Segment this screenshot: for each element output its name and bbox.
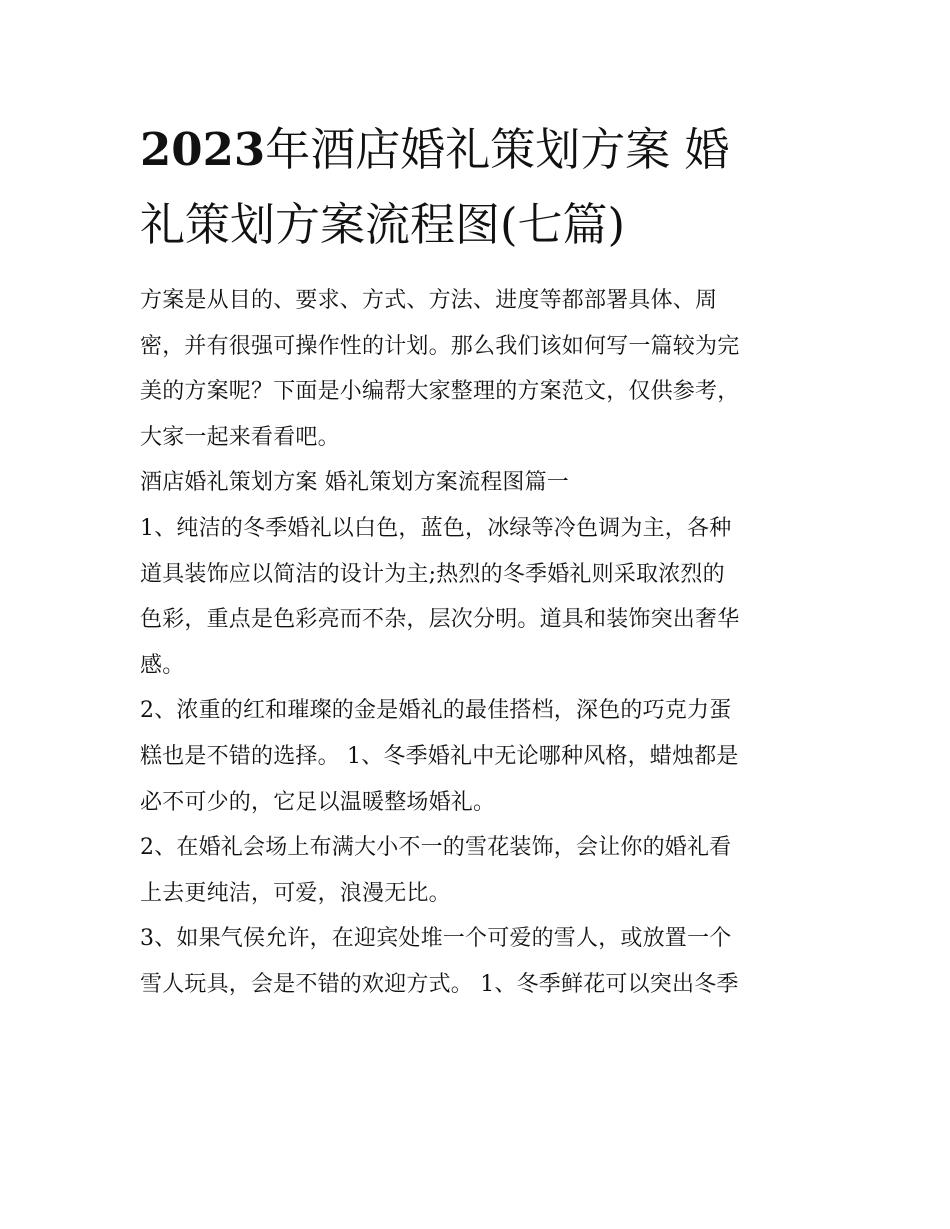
body-line: 3、如果气侯允许，在迎宾处堆一个可爱的雪人，或放置一个: [140, 926, 732, 952]
title-line-1-text: 年酒店婚礼策划方案 婚: [265, 123, 730, 176]
body-line: 2、浓重的红和璀璨的金是婚礼的最佳搭档，深色的巧克力蛋: [140, 698, 732, 724]
body-line: 必不可少的，它足以温暖整场婚礼。: [140, 789, 496, 815]
body-line: 雪人玩具，会是不错的欢迎方式。 1、冬季鲜花可以突出冬季: [140, 971, 739, 997]
body-line: 色彩，重点是色彩亮而不杂，层次分明。道具和装饰突出奢华: [140, 607, 740, 633]
document-body: [140, 278, 820, 1008]
title-line-2: 礼策划方案流程图(七篇): [140, 198, 626, 251]
body-line: 糕也是不错的选择。 1、冬季婚礼中无论哪种风格，蜡烛都是: [140, 743, 739, 769]
body-line: 大家一起来看看吧。: [140, 424, 340, 450]
body-line: 方案是从目的、要求、方式、方法、进度等都部署具体、周: [140, 288, 718, 313]
title-year: 2023: [140, 123, 266, 176]
body-line: 上去更纯洁，可爱，浪漫无比。: [140, 880, 451, 906]
document-title: [140, 112, 820, 262]
title-line-1: [140, 112, 820, 187]
body-line: 美的方案呢？下面是小编帮大家整理的方案范文，仅供参考，: [140, 379, 740, 405]
section-heading: 酒店婚礼策划方案 婚礼策划方案流程图篇一: [140, 470, 569, 496]
body-line: 2、在婚礼会场上布满大小不一的雪花装饰，会让你的婚礼看: [140, 835, 732, 861]
body-line: 道具装饰应以简洁的设计为主;热烈的冬季婚礼则采取浓烈的: [140, 561, 725, 587]
body-line: 感。: [140, 652, 185, 678]
body-line: 1、纯洁的冬季婚礼以白色，蓝色，冰绿等冷色调为主，各种: [140, 515, 732, 541]
body-line: 密，并有很强可操作性的计划。那么我们该如何写一篇较为完: [140, 333, 740, 359]
